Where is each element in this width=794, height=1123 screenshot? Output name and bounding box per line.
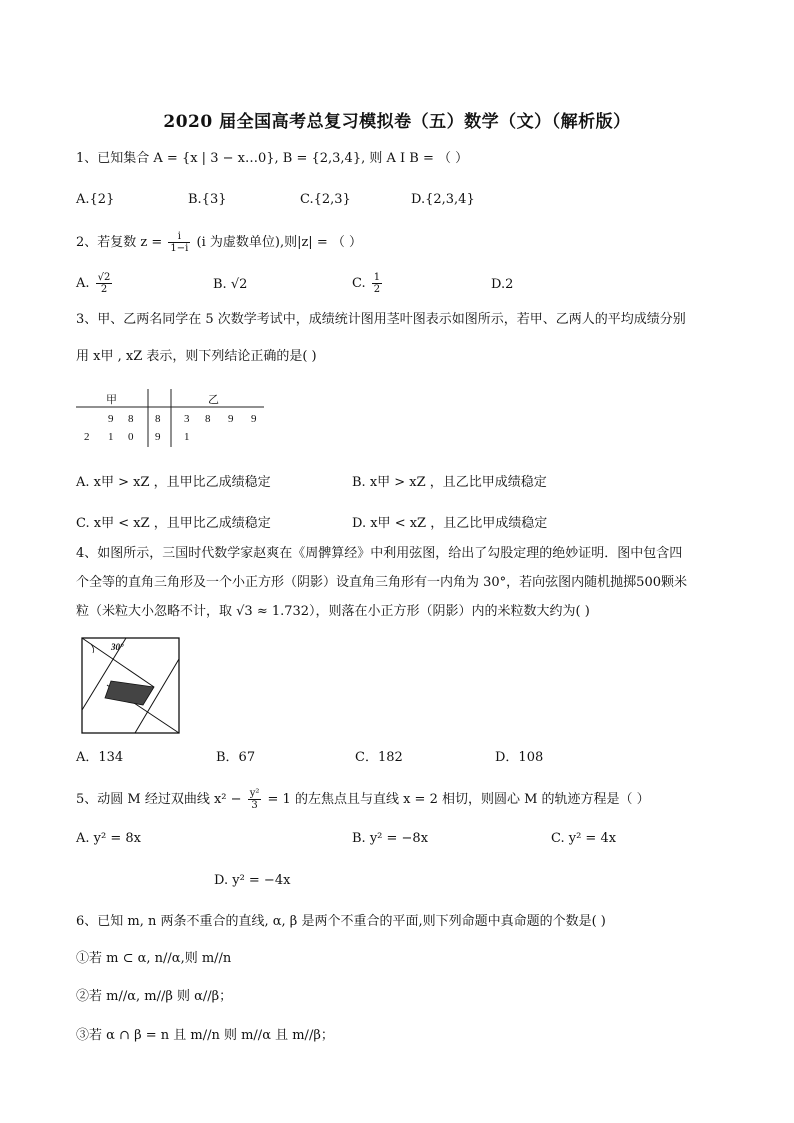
stem-leaf-leaf: 9 [251,413,257,425]
q2-option-a-fraction [96,272,113,295]
q1-option-c: C.{2,3} [300,192,351,207]
q4-option-a: A．134 [76,750,124,765]
q2-option-a-num: √2 [97,272,111,283]
q3-option-b: B. x甲 > xZ ，且乙比甲成绩稳定 [352,475,547,490]
q5-stem-pre: 5、动圆 M 经过双曲线 x² − [76,792,242,807]
q5-frac-num: y² [249,788,260,799]
stem-leaf-left-header: 甲 [106,394,117,406]
q5-option-c: C. y² = 4x [551,831,617,846]
q2-frac-den: 1−i [170,243,189,254]
q3-stem-line1: 3、甲、乙两名同学在 5 次数学考试中，成绩统计图用茎叶图表示如图所示，若甲、乙两人的平均成绩分别 [76,312,686,327]
stem-leaf-table [76,387,266,449]
q2-stem [76,231,362,254]
q5-stem-post: = 1 的左焦点且与直线 x = 2 相切，则圆心 M 的轨迹方程是（ ） [267,792,650,807]
q4-stem-line3: 粒（米粒大小忽略不计，取 √3 ≈ 1.732），则落在小正方形（阴影）内的米粒数大约为( ) [76,604,590,619]
q2-option-c-den: 2 [373,284,381,295]
stem-leaf-leaf: 0 [128,431,134,443]
q1-stem: 1、已知集合 A = {x | 3 − x…0}, B = {2,3,4}, 则 A I B = （ ） [76,151,469,166]
stem-leaf-leaf: 2 [84,431,90,443]
stem-leaf-stem: 9 [155,431,161,443]
q5-fraction [248,788,262,811]
q2-option-c [352,272,384,295]
stem-leaf-leaf: 8 [128,413,134,425]
q2-stem-post: (i 为虚数单位),则|z| = （ ） [196,235,362,250]
q2-option-c-fraction [372,272,382,295]
q4-option-b: B．67 [216,750,256,765]
q4-option-c: C．182 [355,750,403,765]
q4-stem-line2: 个全等的直角三角形及一个小正方形（阴影）设直角三角形有一内角为 30°，若向弦图内随机抛掷500颗米 [76,575,687,590]
q3-option-d: D. x甲 < xZ ，且乙比甲成绩稳定 [352,516,548,531]
q1-option-d: D.{2,3,4} [411,192,475,207]
q2-option-b: B. √2 [213,277,248,292]
page-title: 2020 届全国高考总复习模拟卷（五）数学（文）（解析版） [163,112,631,132]
q5-option-a: A. y² = 8x [76,831,141,846]
stem-leaf-leaf: 8 [205,413,211,425]
pythagoras-square-diagram [81,637,181,735]
q6-stem: 6、已知 m, n 两条不重合的直线, α, β 是两个不重合的平面,则下列命题中真命题的个数是( ) [76,914,606,929]
q2-stem-pre: 2、若复数 z = [76,235,163,250]
q2-frac-num: i [168,231,190,243]
q1-option-b: B.{3} [188,192,227,207]
chord-diagram-svg [81,637,181,735]
angle-label: 30° [111,642,124,652]
q3-stem-line2: 用 x甲 , xZ 表示，则下列结论正确的是( ) [76,349,317,364]
q2-option-a [76,272,114,295]
q2-option-c-prefix: C. [352,276,366,291]
q1-option-a: A.{2} [76,192,115,207]
q3-option-a: A. x甲 > xZ ，且甲比乙成绩稳定 [76,475,271,490]
q4-stem-line1: 4、如图所示，三国时代数学家赵爽在《周髀算经》中利用弦图，给出了勾股定理的绝妙证明．图中包含四 [76,546,683,561]
stem-leaf-right-header: 乙 [208,394,219,406]
stem-leaf-leaf: 1 [108,431,114,443]
q2-option-d: D.2 [491,277,514,292]
stem-leaf-leaf: 1 [184,431,190,443]
q2-option-a-prefix: A. [76,276,90,291]
stem-leaf-leaf: 9 [228,413,234,425]
q6-item-2: ②若 m//α, m//β 则 α//β； [76,989,233,1004]
q5-frac-den: 3 [251,800,258,811]
q6-item-1: ①若 m ⊂ α, n//α,则 m//n [76,951,232,966]
stem-leaf-leaf: 3 [184,413,190,425]
q2-option-a-den: 2 [100,284,108,295]
q5-stem [76,788,650,811]
stem-leaf-lines [76,387,266,449]
q2-fraction [168,231,190,254]
q2-option-c-num: 1 [373,272,381,283]
stem-leaf-leaf: 9 [108,413,114,425]
q4-option-d: D．108 [495,750,544,765]
q3-option-c: C. x甲 < xZ ，且甲比乙成绩稳定 [76,516,271,531]
stem-leaf-stem: 8 [155,413,161,425]
q6-item-3: ③若 α ∩ β = n 且 m//n 则 m//α 且 m//β； [76,1028,334,1043]
q5-option-d: D. y² = −4x [214,873,291,888]
q5-option-b: B. y² = −8x [352,831,429,846]
